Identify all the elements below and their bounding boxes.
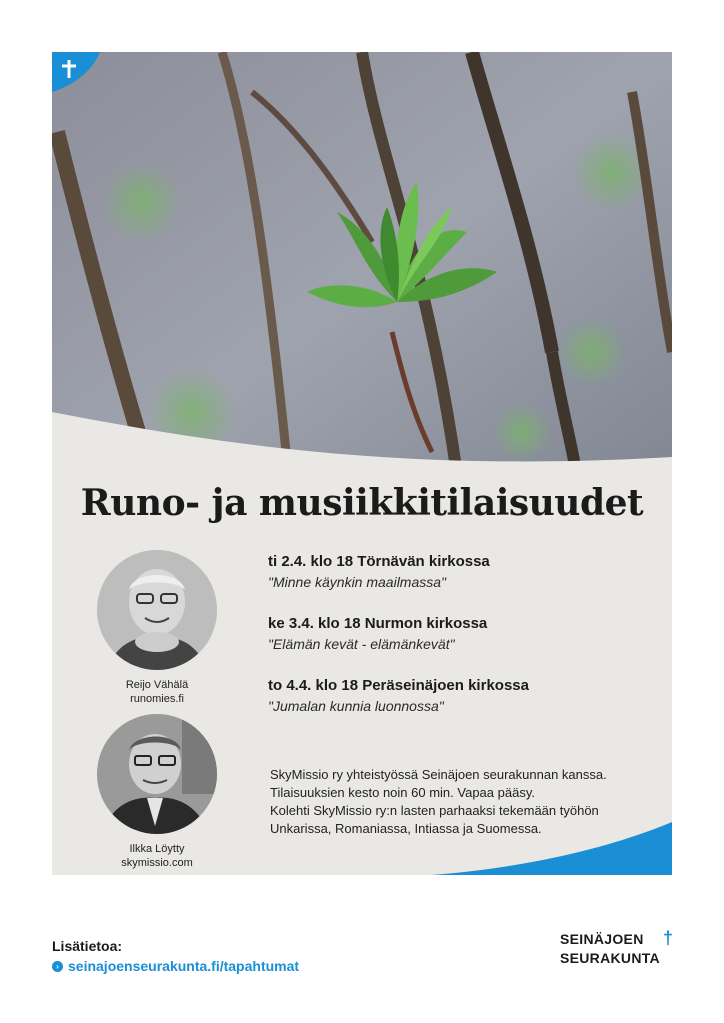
person-name: Ilkka Löytty [129,843,185,855]
cross-icon [52,52,100,92]
event-item [268,676,668,716]
event-heading: to 4.4. klo 18 Peräseinäjoen kirkossa [268,677,529,694]
person-name: Reijo Vähälä [125,679,189,691]
person-site: runomies.fi [130,693,184,705]
spring-leaves-photo [52,52,672,512]
event-subtitle: "Elämän kevät - elämänkevät" [268,636,455,652]
event-item [268,552,668,592]
info-line: SkyMissio ry yhteistyössä Seinäjoen seurakunnan kanssa. [270,767,607,782]
caption-reijo [77,678,237,706]
events-link-text[interactable]: seinajoenseurakunta.fi/tapahtumat [68,958,300,974]
logo-line-1: SEINÄJOEN [560,931,644,947]
event-title: Runo- ja musiikkitilaisuudet [80,482,644,524]
event-heading: ti 2.4. klo 18 Törnävän kirkossa [268,553,490,570]
event-list [268,552,668,738]
more-info-label: Lisätietoa: [52,938,123,954]
event-heading: ke 3.4. klo 18 Nurmon kirkossa [268,615,488,632]
event-subtitle: "Minne käynkin maailmassa" [268,574,447,590]
logo-line-2: SEURAKUNTA [560,950,660,966]
poster [52,52,672,875]
events-link[interactable] [52,958,299,974]
info-line: Kolehti SkyMissio ry:n lasten parhaaksi tekemään työhön [270,803,599,818]
event-item [268,614,668,654]
seinajoen-seurakunta-logo [560,930,672,980]
person-site: skymissio.com [121,857,193,869]
info-line: Unkarissa, Romaniassa, Intiassa ja Suomessa. [270,821,542,836]
portrait-reijo-vahala [97,550,217,670]
info-line: Tilaisuuksien kesto noin 60 min. Vapaa pääsy. [270,785,535,800]
event-subtitle: "Jumalan kunnia luonnossa" [268,698,444,714]
arrow-right-icon: › [52,961,63,972]
cross-icon: † [663,928,674,948]
blue-wave-decoration [52,792,672,875]
